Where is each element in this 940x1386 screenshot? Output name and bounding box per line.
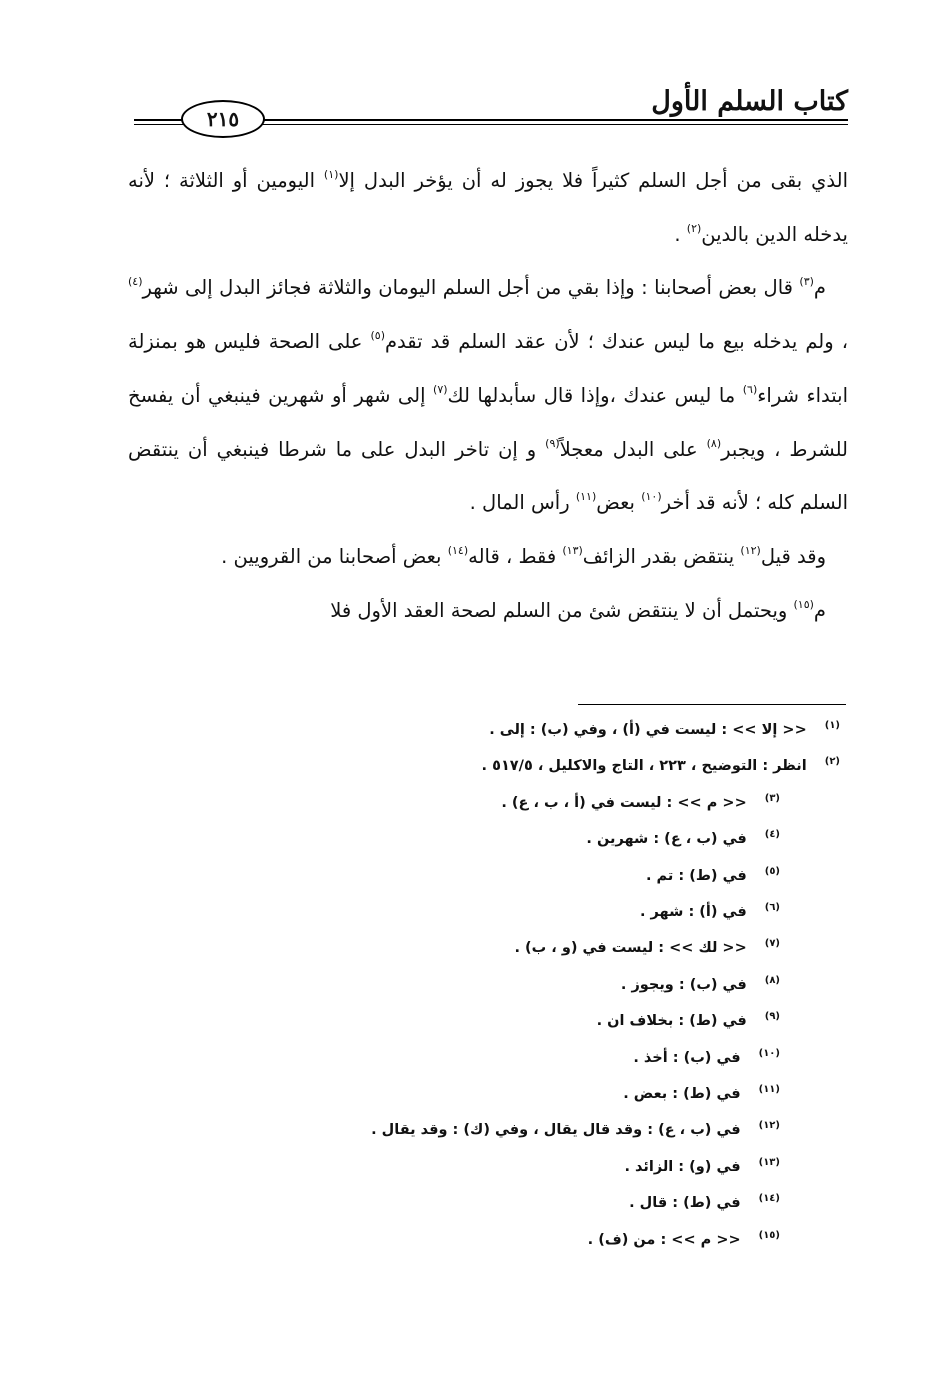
- footnote-number: (٩): [764, 1011, 780, 1023]
- text-run: ينتقض بقدر الزائف: [582, 544, 741, 568]
- footnote-ref: (٦): [742, 382, 758, 396]
- footnote-item: [120, 783, 840, 819]
- paragraph-2: [128, 261, 848, 530]
- footnote-number: (١٠): [758, 1047, 780, 1059]
- footnote-ref: (١٣): [562, 543, 583, 557]
- text-run: على الصحة فليس هو بمنزلة ابتداء شراء: [128, 330, 848, 407]
- footnote-number: (٤): [764, 829, 780, 841]
- footnote-item: [120, 746, 840, 782]
- page-number-badge: ٢١٥: [181, 100, 265, 138]
- text-run: بعض: [596, 491, 642, 515]
- footnote-text: انظر : التوضيح ، ٢٢٣ ، التاج والاكليل ، ٥١٧/٥ .: [481, 758, 807, 775]
- footnote-number: (٧): [764, 938, 780, 950]
- footnote-text: في (ط) : تم .: [645, 867, 747, 884]
- text-run: وقد قيل: [760, 544, 826, 568]
- footnote-item: [120, 710, 840, 746]
- text-run: ما ليس عندك ،وإذا قال سأبدلها لك: [447, 383, 743, 407]
- running-header-title: كتاب السلم الأول: [651, 86, 848, 117]
- footnote-item: [120, 928, 840, 964]
- footnote-item: [120, 1147, 840, 1183]
- footnote-item: [120, 1074, 840, 1110]
- footnote-text: في (ب ، ع) : شهرين .: [586, 831, 747, 848]
- footnote-ref: (١١): [575, 490, 597, 504]
- footnote-ref: (٩): [545, 436, 560, 450]
- footnote-number: (١١): [758, 1084, 780, 1096]
- footnote-item: [120, 819, 840, 855]
- footnote-item: [120, 1220, 840, 1256]
- text-run: فقط ، قاله: [468, 544, 563, 568]
- text-run: الذي بقى من أجل السلم كثيراً فلا يجوز له أن يؤخر البدل إلا: [338, 169, 848, 192]
- footnote-number: (٣): [764, 792, 780, 804]
- footnote-ref: (١): [323, 168, 339, 181]
- footnote-number: (٢): [824, 756, 840, 768]
- footnote-ref: (٧): [433, 382, 448, 396]
- footnote-text: في (ب) : ويجوز .: [620, 976, 747, 993]
- footnote-number: (١٤): [758, 1193, 780, 1205]
- text-run: ويحتمل أن لا ينتقض شئ من السلم لصحة العقد الأول فلا: [330, 598, 794, 622]
- text-run: و إن تاخر البدل على ما شرطا فينبغي أن ينتقض السلم كله ؛ لأنه قد أخر: [128, 437, 848, 515]
- footnote-ref: (٨): [706, 436, 722, 450]
- footnote-ref: (١٤): [447, 543, 469, 557]
- footnote-number: (١٥): [758, 1229, 780, 1241]
- footnote-item: [120, 1183, 840, 1219]
- text-run: على البدل معجلاً: [559, 437, 707, 461]
- footnote-text: << إلا >> : ليست في (أ) ، وفي (ب) : إلى .: [489, 722, 807, 738]
- footnote-ref: (١٢): [740, 543, 761, 557]
- footnote-text: << م >> : ليست في (أ ، ب ، ع) .: [501, 794, 747, 811]
- footnote-number: (١): [824, 720, 840, 731]
- footnote-item: [120, 1001, 840, 1037]
- paragraph-3: [128, 530, 848, 584]
- text-run: م: [813, 598, 826, 622]
- footnote-ref: (٢): [686, 221, 702, 235]
- footnote-separator: [578, 704, 846, 705]
- text-run: .: [674, 222, 687, 246]
- text-run: بعض أصحابنا من القرويين .: [221, 544, 448, 568]
- footnote-number: (١٣): [758, 1156, 780, 1168]
- footnote-ref: (٣): [799, 275, 814, 289]
- footnotes-list: [120, 710, 840, 1256]
- footnote-number: (٥): [764, 865, 780, 877]
- footnote-text: في (ط) : بعض .: [623, 1086, 741, 1103]
- text-run: قال بعض أصحابنا : وإذا بقي من أجل السلم اليومان والثلاثة فجائز البدل إلى شهر: [142, 276, 800, 300]
- footnote-number: (٦): [764, 902, 780, 914]
- paragraph-1: [128, 154, 848, 261]
- footnote-ref: (١٥): [793, 597, 814, 611]
- text-run: ، ولم يدخله بيع ما ليس عندك ؛ لأن عقد السلم قد تقدم: [384, 330, 848, 354]
- paragraph-4: [128, 584, 848, 638]
- footnote-text: في (و) : الزائد .: [624, 1158, 741, 1175]
- footnote-item: [120, 965, 840, 1001]
- footnote-number: (١٢): [758, 1120, 780, 1132]
- footnote-item: [120, 1038, 840, 1074]
- text-run: رأس المال .: [469, 491, 576, 515]
- footnote-ref: (١٠): [641, 490, 662, 504]
- main-text: [128, 154, 848, 637]
- footnote-ref: (٤): [128, 275, 143, 289]
- text-run: م: [813, 276, 826, 300]
- footnote-ref: (٥): [370, 329, 385, 343]
- text-run: إلى شهر أو شهرين فينبغي أن يفسخ للشرط ، ويجبر: [128, 383, 848, 461]
- footnote-text: في (ب ، ع) : وقد قال يقال ، وفي (ك) : وقد يقال .: [371, 1122, 741, 1139]
- footnote-text: في (ب) : أخذ .: [633, 1049, 741, 1066]
- footnote-item: [120, 1110, 840, 1146]
- footnote-text: في (ط) : قال .: [629, 1195, 741, 1212]
- footnote-item: [120, 856, 840, 892]
- footnote-number: (٨): [764, 974, 780, 986]
- text-run: اليومين أو الثلاثة ؛ لأنه يدخله الدين بالدين: [128, 169, 848, 246]
- footnote-text: << م >> : من (ف) .: [587, 1231, 741, 1248]
- footnote-text: << لك >> : ليست في (و ، ب) .: [514, 940, 747, 957]
- footnote-text: في (أ) : شهر .: [639, 904, 747, 921]
- footnote-text: في (ط) : بخلاف ان .: [596, 1013, 747, 1030]
- footnote-item: [120, 892, 840, 928]
